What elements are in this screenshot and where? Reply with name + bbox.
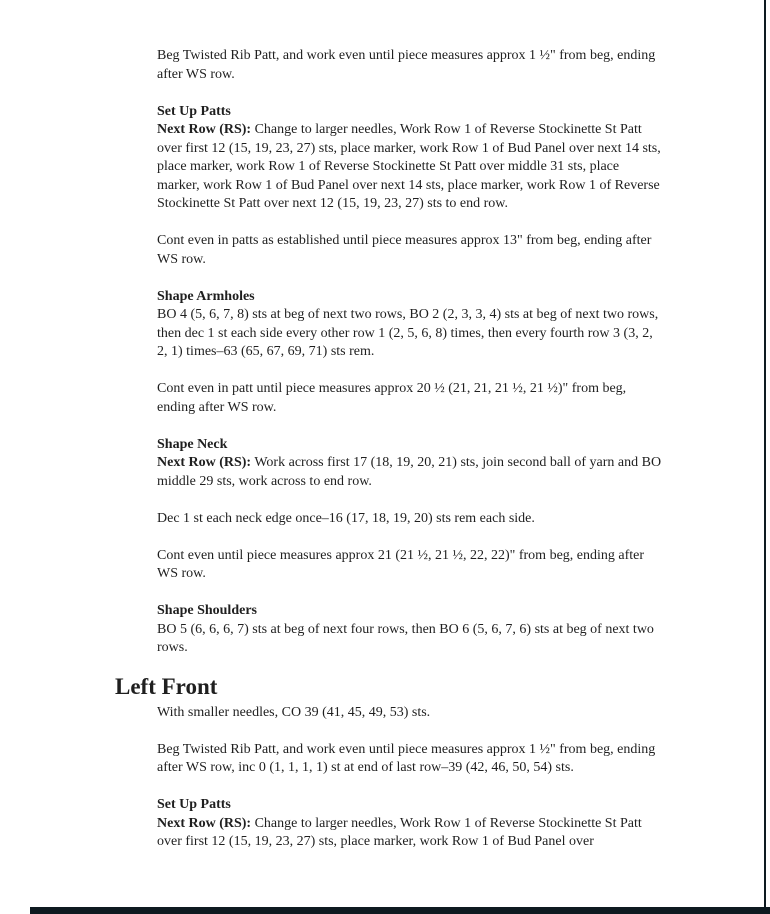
row-label: Next Row (RS): [157,122,252,137]
page-bottom-edge [30,907,770,914]
page-right-edge [764,0,766,908]
setup-patts-heading: Set Up Patts [157,103,231,119]
next-row-paragraph [157,815,662,852]
intro-paragraph: Beg Twisted Rib Patt, and work even until piece measures approx 1 ½" from beg, ending after WS row. [157,48,656,82]
setup-patts-heading: Set Up Patts [157,797,231,812]
shape-shoulders-paragraph: BO 5 (6, 6, 6, 7) sts at beg of next four rows, then BO 6 (5, 6, 7, 6) sts at beg of next two rows. [157,621,654,655]
shape-neck-heading: Shape Neck [157,436,228,452]
dec-paragraph: Dec 1 st each neck edge once–16 (17, 18, 19, 20) sts rem each side. [157,510,535,526]
row-instructions: Change to larger needles, Work Row 1 of Reverse Stockinette St Patt over first 12 (15, 19, 23, 27) sts, place marker, work Row 1 of Bud Panel over [157,815,642,849]
row-instructions: Change to larger needles, Work Row 1 of Reverse Stockinette St Patt over first 12 (15, 19, 23, 27) sts, place marker, work Row 1 of Bud Panel over next 14 sts, place marker, work Row 1 of Reverse Stockinette St Patt over middle 31 sts, place marker, work Row 1 of Bud Panel over next 14 sts, place marker, work Row 1 of Reverse Stockinette St Patt over next 12 (15, 19, 23, 27) sts to end row. [157,122,661,211]
shape-armholes-paragraph: BO 4 (5, 6, 7, 8) sts at beg of next two rows, BO 2 (2, 3, 3, 4) sts at beg of next two rows, then dec 1 st each side every other row 1 (2, 5, 6, 8) times, then every fourth row 3 (3, 2, 2, 1) times–63 (65, 67, 69, 71) sts rem. [157,307,659,359]
cont-paragraph: Cont even until piece measures approx 21 (21 ½, 21 ½, 22, 22)" from beg, ending after WS row. [157,547,645,581]
cont-paragraph: Cont even in patts as established until piece measures approx 13" from beg, ending after WS row. [157,233,652,267]
row-label: Next Row (RS): [157,815,252,831]
shape-shoulders-heading: Shape Shoulders [157,603,257,618]
shape-armholes-heading: Shape Armholes [157,288,255,304]
left-front-section-heading: Left Front [115,673,218,699]
page-content [115,47,662,852]
cast-on-paragraph: With smaller needles, CO 39 (41, 45, 49, 53) sts. [157,704,431,720]
next-row-paragraph [157,121,662,214]
row-label: Next Row (RS): [157,455,252,470]
rib-paragraph: Beg Twisted Rib Patt, and work even until piece measures approx 1 ½" from beg, ending after WS row, inc 0 (1, 1, 1, 1) st at end of last row–39 (42, 46, 50, 54) sts. [157,741,656,775]
cont-paragraph: Cont even in patt until piece measures approx 20 ½ (21, 21, 21 ½, 21 ½)" from beg, ending after WS row. [157,381,627,415]
next-row-paragraph [157,454,662,491]
row-instructions: Work across first 17 (18, 19, 20, 21) sts, join second ball of yarn and BO middle 29 sts, work across to end row. [157,455,662,489]
